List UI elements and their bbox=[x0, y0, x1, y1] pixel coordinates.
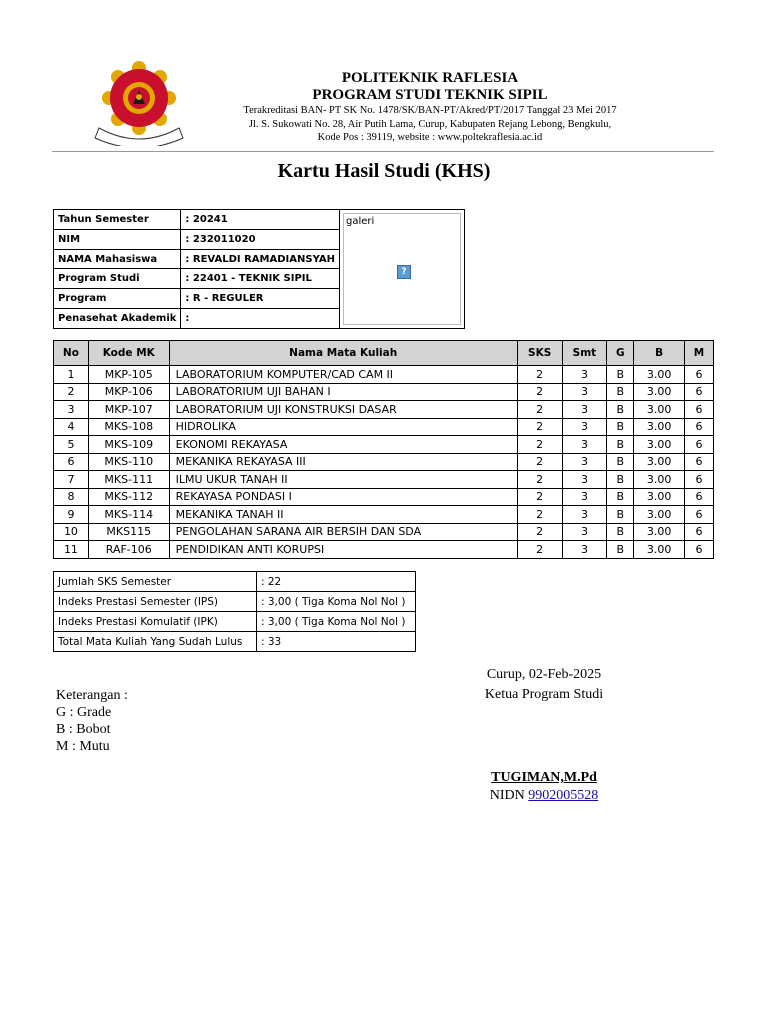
table-cell: B bbox=[607, 471, 634, 489]
table-cell: 6 bbox=[685, 506, 714, 524]
table-cell: 2 bbox=[517, 506, 562, 524]
table-cell: 3 bbox=[562, 436, 607, 454]
table-cell: 3 bbox=[562, 453, 607, 471]
student-info-label: NAMA Mahasiswa bbox=[54, 249, 181, 269]
header-divider bbox=[52, 151, 714, 152]
table-cell: 4 bbox=[54, 418, 89, 436]
table-row bbox=[54, 418, 714, 436]
table-cell: 6 bbox=[685, 401, 714, 419]
student-info-label: Program Studi bbox=[54, 269, 181, 289]
letterhead bbox=[200, 70, 660, 145]
table-cell: 6 bbox=[685, 523, 714, 541]
legend-notes bbox=[56, 687, 128, 755]
table-cell: 2 bbox=[517, 436, 562, 454]
table-cell: B bbox=[607, 453, 634, 471]
student-info-value: : 232011020 bbox=[181, 229, 340, 249]
table-cell: 3.00 bbox=[634, 418, 685, 436]
table-row bbox=[54, 401, 714, 419]
courses-table bbox=[53, 340, 714, 559]
summary-row bbox=[54, 632, 416, 652]
table-cell: 6 bbox=[54, 453, 89, 471]
table-cell: MKS-108 bbox=[88, 418, 169, 436]
signer-position: Ketua Program Studi bbox=[484, 687, 604, 702]
table-cell: 2 bbox=[517, 383, 562, 401]
student-info-value: : R - REGULER bbox=[181, 289, 340, 309]
table-cell: MKS-114 bbox=[88, 506, 169, 524]
table-cell: MKP-106 bbox=[88, 383, 169, 401]
table-cell: 2 bbox=[517, 471, 562, 489]
student-photo-cell bbox=[339, 210, 464, 329]
table-cell: MKS115 bbox=[88, 523, 169, 541]
table-cell: 6 bbox=[685, 366, 714, 384]
table-cell: 6 bbox=[685, 453, 714, 471]
summary-label: Indeks Prestasi Komulatif (IPK) bbox=[54, 612, 257, 632]
table-cell: 3 bbox=[562, 383, 607, 401]
student-info-value: : 22401 - TEKNIK SIPIL bbox=[181, 269, 340, 289]
table-cell: 10 bbox=[54, 523, 89, 541]
postal-website-text: Kode Pos : 39119, website : www.poltekraflesia.ac.id bbox=[317, 132, 543, 143]
nidn-label: NIDN bbox=[489, 788, 525, 803]
table-cell: 6 bbox=[685, 488, 714, 506]
column-header: No bbox=[54, 341, 89, 366]
student-photo bbox=[343, 213, 461, 325]
table-cell: 6 bbox=[685, 541, 714, 559]
table-cell: B bbox=[607, 383, 634, 401]
table-cell: B bbox=[607, 436, 634, 454]
table-cell: MKS-111 bbox=[88, 471, 169, 489]
table-cell: 3 bbox=[562, 366, 607, 384]
column-header: SKS bbox=[517, 341, 562, 366]
table-row bbox=[54, 453, 714, 471]
column-header: G bbox=[607, 341, 634, 366]
table-cell: MKS-109 bbox=[88, 436, 169, 454]
summary-value: : 3,00 ( Tiga Koma Nol Nol ) bbox=[257, 592, 416, 612]
summary-label: Indeks Prestasi Semester (IPS) bbox=[54, 592, 257, 612]
table-cell: PENDIDIKAN ANTI KORUPSI bbox=[169, 541, 517, 559]
table-cell: MKP-107 bbox=[88, 401, 169, 419]
summary-table bbox=[53, 571, 416, 652]
table-cell: 2 bbox=[517, 418, 562, 436]
table-cell: 2 bbox=[517, 523, 562, 541]
signer-name: TUGIMAN,M.Pd bbox=[491, 770, 597, 785]
table-cell: 3 bbox=[562, 541, 607, 559]
table-cell: 3.00 bbox=[634, 436, 685, 454]
summary-row bbox=[54, 572, 416, 592]
table-cell: 6 bbox=[685, 471, 714, 489]
legend-heading: Keterangan : bbox=[56, 688, 128, 703]
accreditation-text: Terakreditasi BAN- PT SK No. 1478/SK/BAN-PT/Akred/PT/2017 Tanggal 23 Mei 2017 bbox=[243, 105, 617, 116]
table-cell: B bbox=[607, 506, 634, 524]
column-header: B bbox=[634, 341, 685, 366]
summary-value: : 22 bbox=[257, 572, 416, 592]
table-cell: LABORATORIUM KOMPUTER/CAD CAM II bbox=[169, 366, 517, 384]
student-info-row bbox=[54, 210, 465, 230]
table-cell: 3.00 bbox=[634, 488, 685, 506]
table-cell: REKAYASA PONDASI I bbox=[169, 488, 517, 506]
page-title: Kartu Hasil Studi (KHS) bbox=[277, 160, 491, 182]
table-cell: RAF-106 bbox=[88, 541, 169, 559]
table-row bbox=[54, 523, 714, 541]
table-cell: ILMU UKUR TANAH II bbox=[169, 471, 517, 489]
table-cell: 3.00 bbox=[634, 541, 685, 559]
table-cell: MKP-105 bbox=[88, 366, 169, 384]
table-row bbox=[54, 366, 714, 384]
column-header: M bbox=[685, 341, 714, 366]
table-cell: 7 bbox=[54, 471, 89, 489]
address-text: Jl. S. Sukowati No. 28, Air Putih Lama, Curup, Kabupaten Rejang Lebong, Bengkulu, bbox=[248, 118, 612, 130]
table-cell: 3 bbox=[562, 418, 607, 436]
table-cell: 3 bbox=[562, 401, 607, 419]
table-cell: MEKANIKA TANAH II bbox=[169, 506, 517, 524]
table-cell: 3.00 bbox=[634, 453, 685, 471]
table-cell: 2 bbox=[517, 401, 562, 419]
table-cell: B bbox=[607, 418, 634, 436]
student-info-value: : REVALDI RAMADIANSYAH bbox=[181, 249, 340, 269]
student-info-table bbox=[53, 209, 465, 329]
summary-label: Jumlah SKS Semester bbox=[54, 572, 257, 592]
table-cell: 3.00 bbox=[634, 523, 685, 541]
table-cell: 3 bbox=[562, 471, 607, 489]
column-header: Nama Mata Kuliah bbox=[169, 341, 517, 366]
student-info-value: : 20241 bbox=[181, 210, 340, 230]
legend-grade: G : Grade bbox=[56, 705, 112, 720]
column-header: Smt bbox=[562, 341, 607, 366]
table-row bbox=[54, 541, 714, 559]
table-row bbox=[54, 506, 714, 524]
photo-alt-text: galeri bbox=[345, 216, 375, 227]
student-info-label: Penasehat Akademik bbox=[54, 309, 181, 329]
table-cell: 3.00 bbox=[634, 383, 685, 401]
table-cell: B bbox=[607, 488, 634, 506]
student-info-label: Program bbox=[54, 289, 181, 309]
school-name: POLITEKNIK RAFLESIA bbox=[341, 70, 519, 86]
institution-logo bbox=[91, 58, 187, 146]
column-header: Kode MK bbox=[88, 341, 169, 366]
summary-value: : 33 bbox=[257, 632, 416, 652]
table-cell: EKONOMI REKAYASA bbox=[169, 436, 517, 454]
table-cell: 6 bbox=[685, 383, 714, 401]
nidn-link[interactable]: 9902005528 bbox=[528, 788, 599, 803]
summary-value: : 3,00 ( Tiga Koma Nol Nol ) bbox=[257, 612, 416, 632]
table-cell: LABORATORIUM UJI KONSTRUKSI DASAR bbox=[169, 401, 517, 419]
table-cell: 3.00 bbox=[634, 471, 685, 489]
table-cell: 3 bbox=[562, 506, 607, 524]
legend-bobot: B : Bobot bbox=[56, 722, 111, 737]
student-info-label: NIM bbox=[54, 229, 181, 249]
table-cell: 2 bbox=[517, 488, 562, 506]
student-info-value: : bbox=[181, 309, 340, 329]
place-date: Curup, 02-Feb-2025 bbox=[486, 667, 602, 682]
table-cell: B bbox=[607, 541, 634, 559]
signer-nidn bbox=[440, 788, 648, 804]
table-cell: MKS-110 bbox=[88, 453, 169, 471]
table-row bbox=[54, 436, 714, 454]
table-cell: 2 bbox=[517, 366, 562, 384]
summary-label: Total Mata Kuliah Yang Sudah Lulus bbox=[54, 632, 257, 652]
table-row bbox=[54, 383, 714, 401]
table-cell: 3 bbox=[562, 488, 607, 506]
table-cell: B bbox=[607, 523, 634, 541]
table-cell: 6 bbox=[685, 436, 714, 454]
table-cell: 3.00 bbox=[634, 366, 685, 384]
table-cell: B bbox=[607, 401, 634, 419]
table-cell: 6 bbox=[685, 418, 714, 436]
table-cell: MEKANIKA REKAYASA III bbox=[169, 453, 517, 471]
student-info-label: Tahun Semester bbox=[54, 210, 181, 230]
table-cell: 3.00 bbox=[634, 401, 685, 419]
summary-row bbox=[54, 592, 416, 612]
table-cell: 9 bbox=[54, 506, 89, 524]
table-cell: 2 bbox=[54, 383, 89, 401]
table-row bbox=[54, 488, 714, 506]
summary-row bbox=[54, 612, 416, 632]
legend-mutu: M : Mutu bbox=[56, 739, 110, 754]
table-cell: MKS-112 bbox=[88, 488, 169, 506]
table-cell: HIDROLIKA bbox=[169, 418, 517, 436]
table-cell: 11 bbox=[54, 541, 89, 559]
table-cell: 3.00 bbox=[634, 506, 685, 524]
table-cell: B bbox=[607, 366, 634, 384]
table-cell: 5 bbox=[54, 436, 89, 454]
table-cell: PENGOLAHAN SARANA AIR BERSIH DAN SDA bbox=[169, 523, 517, 541]
table-cell: 8 bbox=[54, 488, 89, 506]
table-cell: 3 bbox=[54, 401, 89, 419]
broken-image-icon: ? bbox=[397, 265, 411, 279]
table-cell: 2 bbox=[517, 541, 562, 559]
program-name: PROGRAM STUDI TEKNIK SIPIL bbox=[312, 87, 548, 103]
table-cell: 1 bbox=[54, 366, 89, 384]
table-cell: 2 bbox=[517, 453, 562, 471]
table-cell: 3 bbox=[562, 523, 607, 541]
table-row bbox=[54, 471, 714, 489]
table-cell: LABORATORIUM UJI BAHAN I bbox=[169, 383, 517, 401]
